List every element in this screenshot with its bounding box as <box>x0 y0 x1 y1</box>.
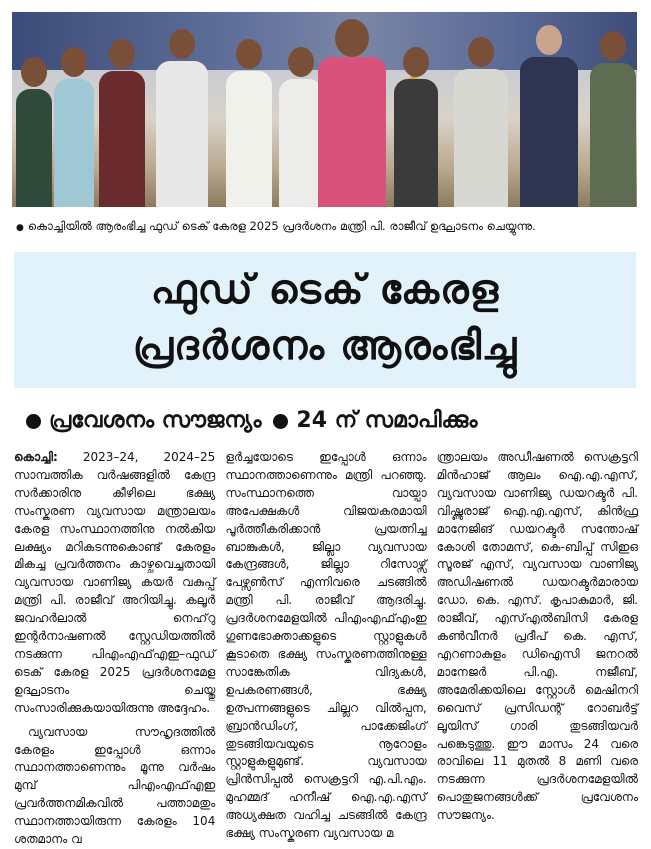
photo-caption <box>16 218 636 236</box>
article-column-2 <box>225 449 427 841</box>
subheadline <box>14 401 636 441</box>
person-figure <box>316 19 388 207</box>
article-column-1 <box>14 449 216 847</box>
headline-line-1: ഫുഡ് ടെക് കേരള <box>150 267 500 313</box>
dateline: കൊച്ചി: <box>14 450 58 464</box>
headline-line-2: പ്രദർശനം ആരംഭിച്ചു <box>132 323 518 369</box>
headline-box <box>14 252 636 388</box>
person-figure <box>392 47 440 207</box>
paragraph: വ്യവസായ സൗഹൃദത്തിൽ കേരളം ഇപ്പോൾ ഒന്നാം സ്ഥാനത്താണെന്നും മൂന്നു വർഷം മുമ്പ് പിഎംഎഫ്എഇ പ്രവർത്തനമികവിൽ പത്താമതും സ്ഥാനത്തായിരുന്ന കേരളം 104 ശതമാനം വ <box>14 724 216 847</box>
paragraph: ന്ത്രാലയം അഡീഷണൽ സെക്രട്ടറി മിൻഹാജ് ആലം ഐ.എ.എസ്, വ്യവസായ വാണിജ്യ ഡയറക്ടർ പി. വിഷ്ണുരാജ് ഐ.എ.എസ്, കിൻഫ്ര മാനേജിങ് ഡയറക്ടർ സന്തോഷ് കോശി തോമസ്, കെ-ബിപ്പ് സിഇഒ സൂരജ് എസ്, വ്യവസായ വാണിജ്യ അഡിഷണൽ ഡയറക്ടർമാരായ ഡോ. കെ. എസ്. കൃപാകുമാർ, ജി. രാജീവ്, എസ്എൽബിസി കേരള കൺവീനർ പ്രദീപ് കെ. എസ്, എറണാകുളം ഡിഐസി ജനറൽ മാനേജർ പി.എ. നജീബ്, അമേരിക്കയിലെ സ്റ്റോൾ മെഷിനറി വൈസ് പ്രസിഡന്റ് റോബർട്ട് ലൂയിസ് ഗാരി തുടങ്ങിയവർ പങ്കെടുത്തു. ഈ മാസം 24 വരെ രാവിലെ 11 മുതൽ 8 മണി വരെ നടക്കുന്ന പ്രദർശനമേളയിൽ പൊതുജനങ്ങൾക്ക് പ്രവേശനം സൗജന്യം. <box>436 450 638 823</box>
paragraph <box>14 449 215 718</box>
person-figure <box>518 25 580 207</box>
person-figure <box>154 29 210 207</box>
news-photo <box>12 12 637 207</box>
paragraph: ളർച്ചയോടെ ഇപ്പോൾ ഒന്നാം സ്ഥാനത്താണെന്നും മന്ത്രി പറഞ്ഞു. സംസ്ഥാനത്തെ വായ്പാ അപേക്ഷകൾ വിജയകരമായി പൂർത്തീകരിക്കാൻ പ്രയത്നിച്ച ബാങ്കുകൾ, ജില്ലാ വ്യവസായ കേന്ദ്രങ്ങൾ, ജില്ലാ റിസോഴ്സ് പേഴ്സൺസ് എന്നിവരെ ചടങ്ങിൽ മന്ത്രി പി. രാജീവ് ആദരിച്ചു. പ്രദർശനമേളയിൽ പിഎംഎഫ്എംഇ ഗുണഭോക്താക്കളുടെ സ്റ്റാളുകൾ കൂടാതെ ഭക്ഷ്യ സംസ്കരണത്തിനുള്ള സാങ്കേതിക വിദ്യകൾ, ഉപകരണങ്ങൾ, ഭക്ഷ്യ ഉത്പന്നങ്ങളുടെ ചില്ലറ വിൽപ്പന, ബ്രാൻഡിംഗ്, പാക്കേജിംഗ് തുടങ്ങിയവയുടെ നൂറോളം സ്റ്റാളുകളുമുണ്ട്. വ്യവസായ പ്രിൻസിപ്പൽ സെക്രട്ടറി എ.പി.എം. മുഹമ്മദ് ഹനീഷ് ഐ.എ.എസ് അധ്യക്ഷത വഹിച്ച ചടങ്ങിൽ കേന്ദ്ര ഭക്ഷ്യ സംസ്കരണ വ്യവസായ മ <box>225 450 427 841</box>
subhead-part-2: 24 ന് സമാപിക്കും <box>296 408 478 433</box>
person-figure <box>588 31 638 207</box>
bullet-icon <box>273 414 288 429</box>
paragraph-text: 2023–24, 2024–25 സാമ്പത്തിക വർഷങ്ങളിൽ കേന്ദ്ര സർക്കാരിനു കീഴിലെ ഭക്ഷ്യ സംസ്കരണ വ്യവസായ മന്ത്രാലയം കേരള സംസ്ഥാനത്തിനു നൽകിയ ലക്ഷ്യം മറികടന്നുകൊണ്ട് കേരളം മികച്ച പ്രവർത്തനം കാഴ്ചവെച്ചതായി വ്യവസായ വാണിജ്യ കയർ വകുപ്പ് മന്ത്രി പി. രാജീവ് അറിയിച്ചു. കലൂർ ജവഹർലാൽ നെഹ്‌റു ഇന്റർനാഷണൽ സ്റ്റേഡിയത്തിൽ നടക്കുന്ന പിഎംഎഫ്എഇ–ഫുഡ് ടെക് കേരള 2025 പ്രദർശനമേള ഉദ്ഘാടനം ചെയ്തു സംസാരിക്കുകയായിരുന്നു അദ്ദേഹം. <box>14 450 216 715</box>
caption-text: കൊച്ചിയിൽ ആരംഭിച്ച ഫുഡ് ടെക് കേരള 2025 പ്രദർശനം മന്ത്രി പി. രാജീവ് ഉദ്ഘാടനം ചെയ്യുന്നു. <box>27 219 536 233</box>
article-column-3 <box>436 449 638 823</box>
article-body <box>14 449 638 847</box>
bullet-icon: ● <box>16 223 24 233</box>
person-figure <box>14 57 54 207</box>
person-figure <box>96 39 148 207</box>
person-figure <box>452 37 510 207</box>
subhead-part-1: പ്രവേശനം സൗജന്യം <box>49 408 262 433</box>
bullet-icon <box>26 414 41 429</box>
person-figure <box>224 39 274 207</box>
person-figure <box>52 47 96 207</box>
